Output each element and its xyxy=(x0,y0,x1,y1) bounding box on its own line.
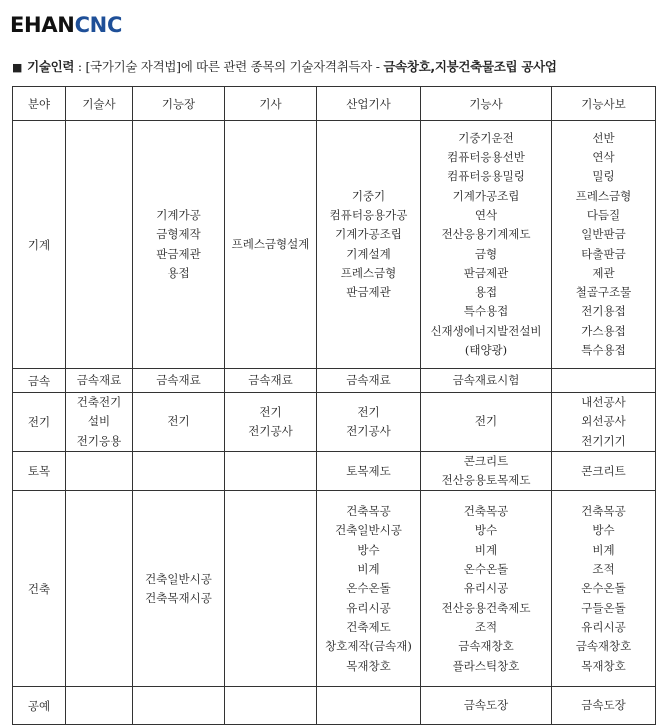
cell-industrial-engineer xyxy=(317,369,421,393)
qualification-item: 타출판금 xyxy=(581,246,626,261)
cell-industrial-engineer xyxy=(317,687,421,725)
qualification-item: (태양광) xyxy=(464,342,508,357)
qualification-item: 토목제도 xyxy=(346,463,391,478)
qualification-item: 다듬질 xyxy=(586,207,621,222)
field-cell: 건축 xyxy=(13,491,66,687)
cell-engineer xyxy=(225,369,317,393)
qualification-item: 선반 xyxy=(592,130,615,145)
table-body xyxy=(13,121,656,725)
square-bullet-icon: ■ xyxy=(12,61,23,74)
qualification-item: 유리시공 xyxy=(581,619,626,634)
table-row xyxy=(13,491,656,687)
cell-craftsman xyxy=(421,369,552,393)
qualification-item: 기중기 xyxy=(351,188,386,203)
header-professional-engineer: 기술사 xyxy=(66,87,133,121)
qualification-item: 기중기운전 xyxy=(458,130,514,145)
qualification-item: 비계 xyxy=(474,542,498,557)
qualification-item: 연삭 xyxy=(592,150,615,165)
qualification-item: 콘크리트 xyxy=(581,463,626,478)
qualification-item: 전기 xyxy=(474,414,498,429)
qualification-item: 플라스틱창호 xyxy=(452,658,520,673)
cell-master-craftsman xyxy=(133,451,225,491)
cell-engineer xyxy=(225,393,317,452)
table-row xyxy=(13,687,656,725)
cell-engineer xyxy=(225,687,317,725)
qualification-item: 밀링 xyxy=(592,169,615,184)
qualification-item: 전기 xyxy=(357,404,380,419)
cell-industrial-engineer xyxy=(317,393,421,452)
qualification-item: 건축목공 xyxy=(346,504,391,519)
qualification-item: 전기공사 xyxy=(346,423,391,438)
qualification-item: 신재생에너지발전설비 xyxy=(430,323,542,338)
qualification-item: 프레스금형 xyxy=(575,188,632,203)
qualification-item: 금속재료 xyxy=(76,372,122,387)
qualification-item: 가스용접 xyxy=(581,323,626,338)
header-engineer: 기사 xyxy=(225,87,317,121)
qualification-item: 건축목공 xyxy=(581,504,626,519)
logo-text-ehan: EHAN xyxy=(10,13,75,37)
cell-craftsman xyxy=(421,491,552,687)
cell-professional-engineer xyxy=(66,491,133,687)
qualification-item: 금속재창호 xyxy=(458,639,514,654)
qualification-item: 철골구조물 xyxy=(575,285,632,300)
qualification-item: 전산응용토목제도 xyxy=(441,473,531,488)
section-heading xyxy=(12,58,662,77)
qualification-item: 기계설계 xyxy=(346,246,391,261)
table-row xyxy=(13,369,656,393)
cell-engineer xyxy=(225,491,317,687)
qualification-item: 특수용접 xyxy=(463,304,509,319)
qualification-item: 콘크리트 xyxy=(463,453,509,468)
table-header-row xyxy=(13,87,656,121)
qualification-table xyxy=(12,86,656,725)
qualification-item: 비계 xyxy=(592,542,615,557)
qualification-item: 기계가공 xyxy=(156,207,201,222)
qualification-item: 목재창호 xyxy=(346,658,391,673)
qualification-item: 전산응용기계제도 xyxy=(441,227,531,242)
qualification-item: 전기 xyxy=(167,414,190,429)
qualification-item: 일반판금 xyxy=(581,227,626,242)
qualification-item: 특수용접 xyxy=(581,342,626,357)
qualification-item: 금속재료 xyxy=(346,372,391,387)
qualification-item: 판금제관 xyxy=(346,285,391,300)
qualification-item: 온수온돌 xyxy=(581,581,626,596)
cell-industrial-engineer xyxy=(317,121,421,369)
field-cell: 전기 xyxy=(13,393,66,452)
qualification-item: 금속재창호 xyxy=(575,639,632,654)
header-craftsman: 기능사 xyxy=(421,87,552,121)
qualification-item: 전기기기 xyxy=(581,433,626,448)
header-industrial-engineer: 산업기사 xyxy=(317,87,421,121)
qualification-item: 유리시공 xyxy=(346,600,391,615)
cell-master-craftsman xyxy=(133,121,225,369)
cell-professional-engineer xyxy=(66,369,133,393)
qualification-item: 건축목재시공 xyxy=(145,590,212,605)
cell-craftsman xyxy=(421,121,552,369)
qualification-item: 금속도장 xyxy=(463,698,509,713)
cell-master-craftsman xyxy=(133,393,225,452)
cell-craftsman xyxy=(421,451,552,491)
table-row xyxy=(13,121,656,369)
qualification-item: 컴퓨터응용가공 xyxy=(329,207,408,222)
cell-master-craftsman xyxy=(133,491,225,687)
qualification-item: 판금제관 xyxy=(463,265,509,280)
qualification-item: 금형제작 xyxy=(156,227,201,242)
heading-highlight: 금속창호,지붕건축물조립 공사업 xyxy=(383,59,557,74)
cell-engineer xyxy=(225,451,317,491)
qualification-item: 방수 xyxy=(357,542,380,557)
cell-assistant-craftsman xyxy=(552,121,656,369)
cell-master-craftsman xyxy=(133,687,225,725)
field-cell: 토목 xyxy=(13,451,66,491)
cell-industrial-engineer xyxy=(317,491,421,687)
cell-assistant-craftsman xyxy=(552,687,656,725)
qualification-item: 건축목공 xyxy=(463,504,509,519)
qualification-item: 건축전기 xyxy=(76,395,122,409)
qualification-item: 판금제관 xyxy=(156,246,201,261)
qualification-item: 방수 xyxy=(474,523,498,538)
cell-professional-engineer xyxy=(66,393,133,452)
qualification-item: 금형 xyxy=(474,246,498,261)
qualification-item: 건축일반시공 xyxy=(145,571,212,586)
qualification-item: 전기공사 xyxy=(248,423,293,438)
qualification-item: 유리시공 xyxy=(463,581,509,596)
qualification-item: 프레스금형 xyxy=(340,265,397,280)
qualification-item: 용접 xyxy=(167,265,190,280)
field-cell: 금속 xyxy=(13,369,66,393)
header-assistant-craftsman: 기능사보 xyxy=(552,87,656,121)
cell-craftsman xyxy=(421,393,552,452)
qualification-item: 창호제작(금속재) xyxy=(325,639,412,654)
qualification-item: 금속재료 xyxy=(156,372,201,387)
qualification-item: 내선공사 xyxy=(581,395,626,409)
qualification-item: 조적 xyxy=(474,619,498,634)
qualification-item: 외선공사 xyxy=(581,414,626,429)
qualification-item: 건축일반시공 xyxy=(335,523,402,538)
qualification-item: 온수온돌 xyxy=(463,562,509,577)
cell-assistant-craftsman xyxy=(552,451,656,491)
table-row xyxy=(13,451,656,491)
logo-text-cnc: CNC xyxy=(74,13,123,37)
cell-professional-engineer xyxy=(66,121,133,369)
field-cell: 기계 xyxy=(13,121,66,369)
qualification-item: 온수온돌 xyxy=(346,581,391,596)
qualification-item: 컴퓨터응용선반 xyxy=(447,150,525,165)
heading-text: : [국가기술 자격법]에 따른 관련 종목의 기술자격취득자 - xyxy=(74,59,384,74)
qualification-item: 프레스금형설계 xyxy=(231,236,310,251)
qualification-item: 제관 xyxy=(592,265,615,280)
field-cell: 공예 xyxy=(13,687,66,725)
cell-professional-engineer xyxy=(66,687,133,725)
qualification-item: 전기용접 xyxy=(581,304,626,319)
qualification-item: 연삭 xyxy=(474,207,498,222)
heading-label: 기술인력 xyxy=(27,59,75,74)
qualification-item: 기계가공조립 xyxy=(452,188,520,203)
qualification-item: 목재창호 xyxy=(581,658,626,673)
qualification-item: 비계 xyxy=(357,562,380,577)
qualification-item: 설비 xyxy=(87,414,111,429)
qualification-item: 구들온돌 xyxy=(581,600,626,615)
table-row xyxy=(13,393,656,452)
qualification-item: 조적 xyxy=(592,562,615,577)
qualification-item: 금속재료 xyxy=(248,372,293,387)
qualification-item: 전기응용 xyxy=(76,433,122,448)
cell-engineer xyxy=(225,121,317,369)
qualification-item: 방수 xyxy=(592,523,615,538)
cell-professional-engineer xyxy=(66,451,133,491)
cell-assistant-craftsman xyxy=(552,393,656,452)
cell-master-craftsman xyxy=(133,369,225,393)
qualification-item: 컴퓨터응용밀링 xyxy=(447,169,525,184)
cell-assistant-craftsman xyxy=(552,369,656,393)
qualification-item: 기계가공조립 xyxy=(335,227,402,242)
cell-assistant-craftsman xyxy=(552,491,656,687)
qualification-item: 전산응용건축제도 xyxy=(441,600,531,615)
qualification-item: 금속재료시험 xyxy=(452,372,520,387)
qualification-item: 금속도장 xyxy=(581,698,626,713)
cell-industrial-engineer xyxy=(317,451,421,491)
qualification-item: 건축제도 xyxy=(346,619,391,634)
company-logo xyxy=(10,12,122,38)
cell-craftsman xyxy=(421,687,552,725)
header-master-craftsman: 기능장 xyxy=(133,87,225,121)
qualification-item: 전기 xyxy=(259,404,282,419)
qualification-item: 용접 xyxy=(474,285,498,300)
header-field: 분야 xyxy=(13,87,66,121)
